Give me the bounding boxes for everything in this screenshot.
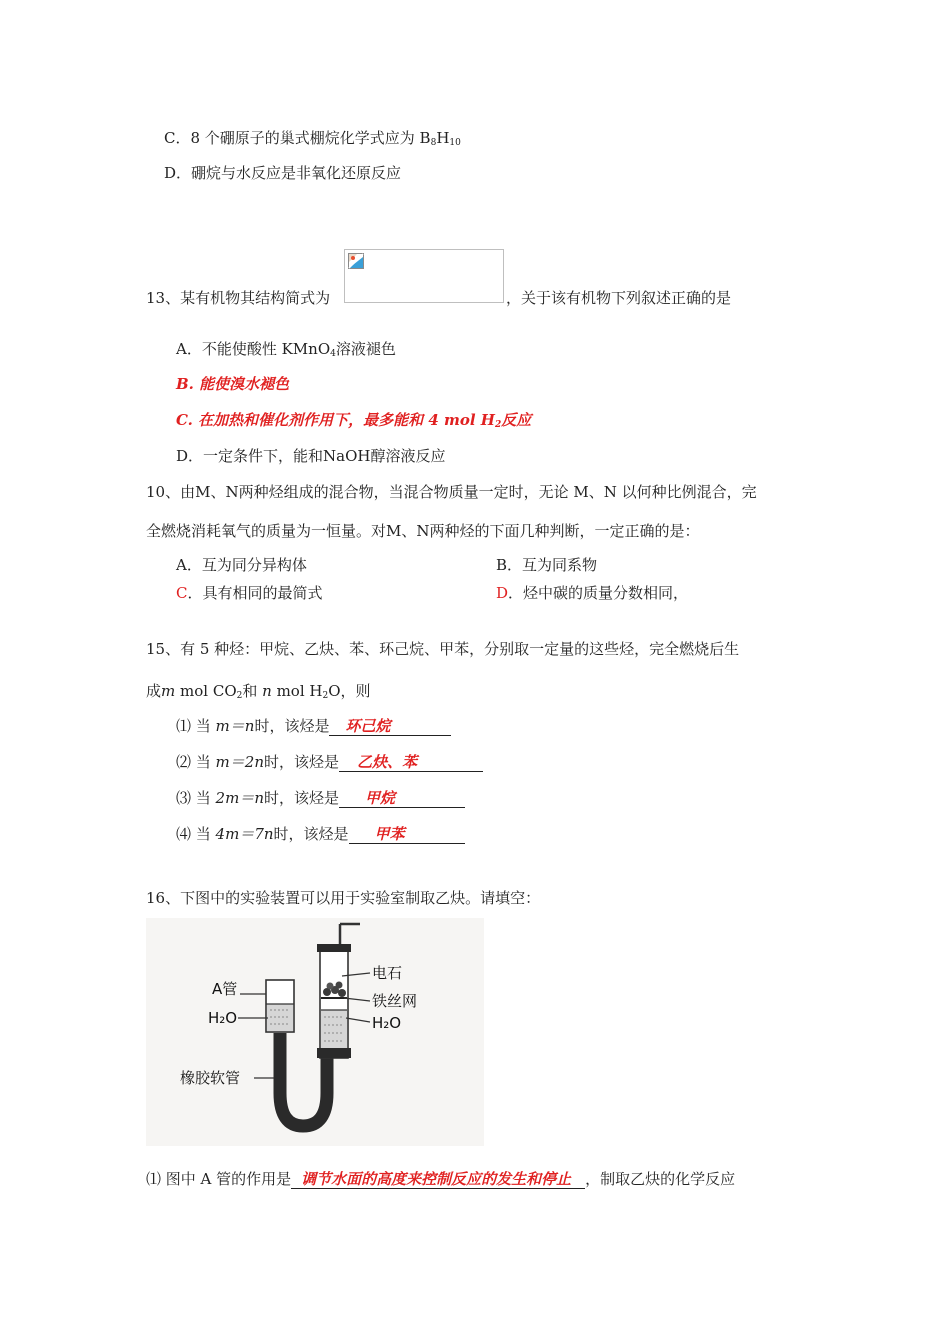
q10-option-c-letter: C [176,584,188,602]
q13-option-d: D．一定条件下，能和NaOH醇溶液反应 [176,447,446,465]
q10-option-c: C．具有相同的最简式 [176,584,323,602]
q15-item-1: ⑴ 当 m＝n时，该烃是 环己烷 [176,716,451,736]
q16-sub1-answer: 调节水面的高度来控制反应的发生和停止 [291,1170,585,1189]
q12-option-d: D．硼烷与水反应是非氧化还原反应 [164,164,402,182]
q15-answer-2: 乙炔、苯 [339,753,483,772]
q15-answer-3: 甲烷 [339,789,465,808]
q10-stem-line1: 10、由M、N两种烃组成的混合物，当混合物质量一定时，无论 M、N 以何种比例混合，完 [146,483,757,501]
q10-option-d-letter: D [496,584,509,602]
q15-item-4: ⑷ 当 4m＝7n时，该烃是 甲苯 [176,824,465,844]
q10-option-d: D．烃中碳的质量分数相同， [496,584,689,602]
acetylene-apparatus-figure [146,918,484,1146]
q13-option-b: B. 能使溴水褪色 [176,375,290,393]
q10-option-a: A．互为同分异构体 [176,556,307,574]
q15-answer-4: 甲苯 [349,825,465,844]
q12-option-c-text: C．8 个硼原子的巢式棚烷化学式应为 B [164,129,431,147]
q13-stem-pre: 13、某有机物其结构简式为 [146,289,331,307]
label-calcium-carbide: 电石 [372,964,403,982]
broken-image-icon [348,253,364,269]
q16-sub1: ⑴ 图中 A 管的作用是 调节水面的高度来控制反应的发生和停止 ，制取乙炔的化学反应 [146,1170,736,1188]
structure-image-placeholder [344,249,504,303]
q16-stem: 16、下图中的实验装置可以用于实验室制取乙炔。请填空： [146,889,541,907]
q13-stem-post: ，关于该有机物下列叙述正确的是 [506,289,732,307]
q12-option-c: C．8 个硼原子的巢式棚烷化学式应为 $B_8H_{10}$ [164,129,461,148]
q15-stem-line2: 成m mol $CO_2$和 n mol $H_2O$，则 [146,682,371,701]
q15-item-3: ⑶ 当 2m＝n时，该烃是 甲烷 [176,788,465,808]
label-wire-mesh: 铁丝网 [372,992,418,1010]
q13-option-c: C. 在加热和催化剂作用下，最多能和 4 mol $H_2$反应 [176,411,532,430]
q15-stem-line1: 15、有 5 种烃：甲烷、乙炔、苯、环己烷、甲苯，分别取一定量的这些烃，完全燃烧后生 [146,640,740,658]
q13-option-a: A．不能使酸性 KMnO$_4$溶液褪色 [176,340,396,359]
label-water-right: H₂O [372,1014,402,1032]
q15-item-2: ⑵ 当 m＝2n时，该烃是 乙炔、苯 [176,752,483,772]
q10-stem-line2: 全燃烧消耗氧气的质量为一恒量。对M、N两种烃的下面几种判断，一定正确的是： [146,522,700,540]
reaction-tube [317,924,360,1058]
q10-option-b: B．互为同系物 [496,556,598,574]
a-tube [266,980,294,1032]
label-water-left: H₂O [208,1009,238,1027]
label-rubber-hose: 橡胶软管 [180,1069,241,1087]
q15-answer-1: 环己烷 [329,717,451,736]
label-a-tube: A管 [212,980,238,998]
apparatus-diagram [146,918,484,1146]
